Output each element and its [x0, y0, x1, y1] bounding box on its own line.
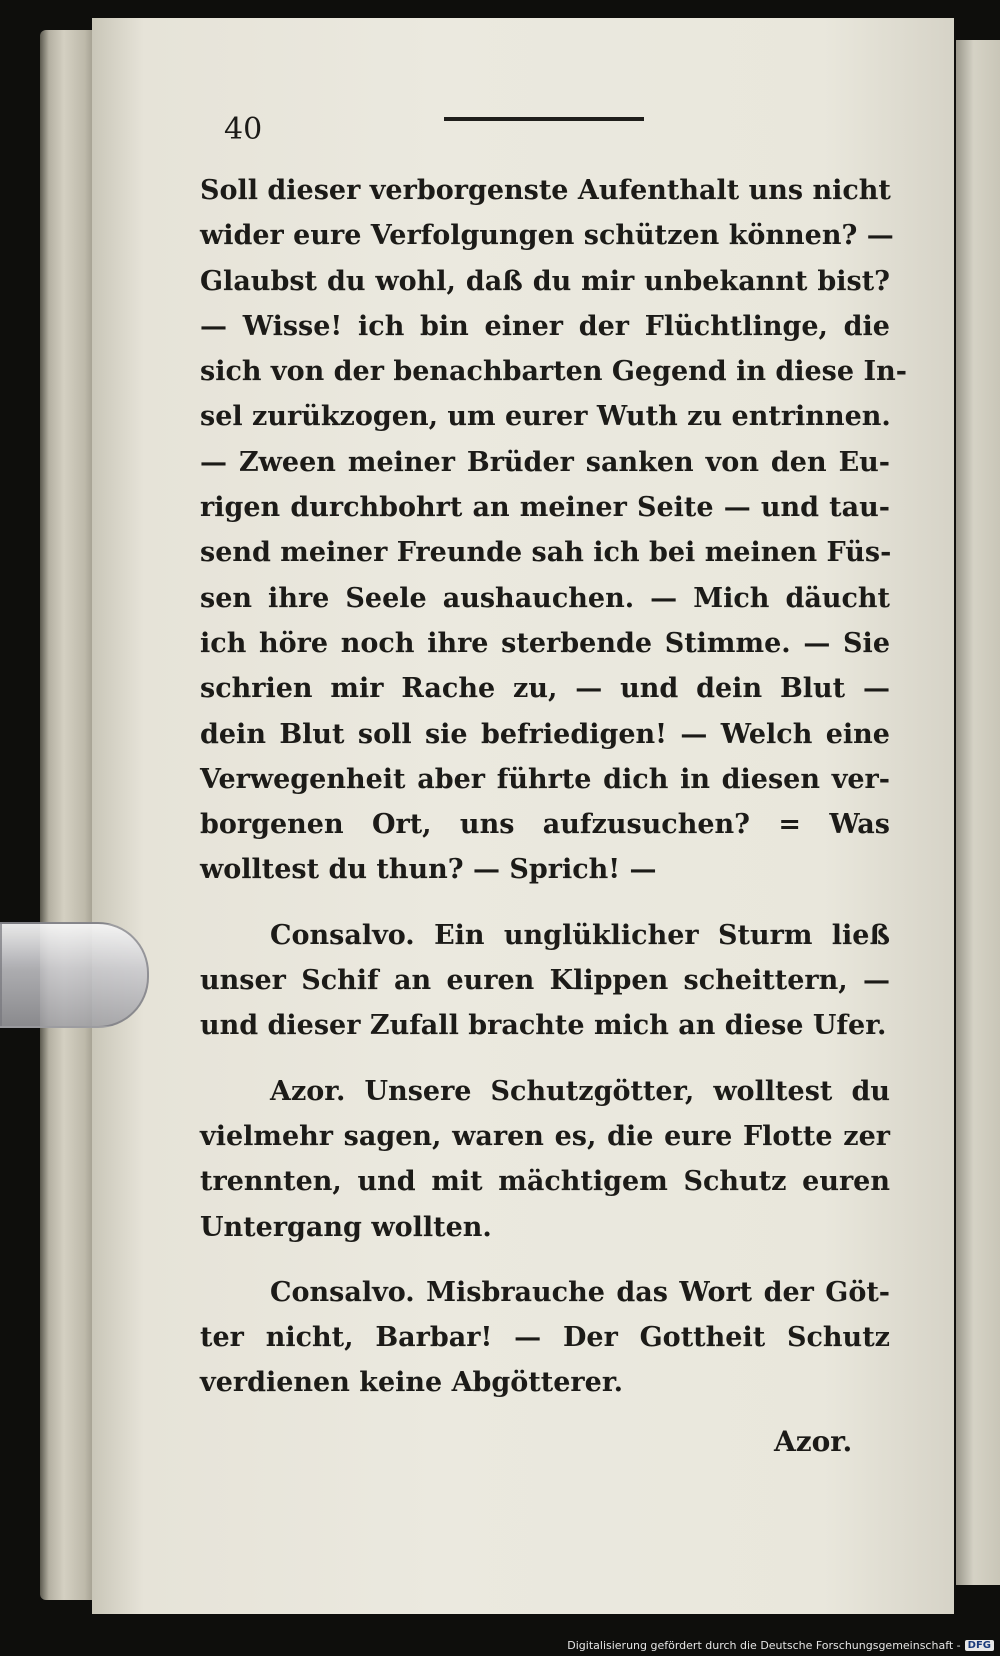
text-line: rigen durchbohrt an meiner Seite — und tau-	[200, 492, 890, 524]
text-line: Untergang wollten.	[200, 1211, 492, 1243]
digitization-footer	[567, 1639, 994, 1652]
text-line: und dieser Zufall brachte mich an diese Ufer.	[200, 1010, 887, 1042]
facing-page-edge	[956, 40, 1000, 1585]
text-line: wolltest du thun? — Sprich! —	[200, 854, 657, 886]
text-line: schrien mir Rache zu, — und dein Blut —	[200, 673, 890, 705]
header-rule	[444, 117, 644, 121]
dfg-logo: DFG	[965, 1640, 994, 1651]
speaker-line: Consalvo. Misbrauche das Wort der Göt-	[270, 1276, 890, 1308]
text-line: ter nicht, Barbar! — Der Gottheit Schutz	[200, 1322, 890, 1354]
page-text	[200, 168, 907, 1406]
speaker-line: Azor. Unsere Schutzgötter, wolltest du	[270, 1075, 890, 1107]
text-line: send meiner Freunde sah ich bei meinen Füs-	[200, 537, 892, 569]
text-line: unser Schif an euren Klippen scheittern, —	[200, 965, 890, 997]
text-line: vielmehr sagen, waren es, die eure Flotte zer	[200, 1120, 890, 1152]
text-line: wider eure Verfolgungen schützen können? —	[200, 220, 894, 252]
text-line: borgenen Ort, uns aufzusuchen? = Was	[200, 809, 890, 841]
text-line: dein Blut soll sie befriedigen! — Welch eine	[200, 718, 890, 750]
text-line: trennten, und mit mächtigem Schutz euren	[200, 1166, 890, 1198]
text-line: sen ihre Seele aushauchen. — Mich däucht	[200, 582, 890, 614]
text-line: sel zurükzogen, um eurer Wuth zu entrinnen.	[200, 401, 891, 433]
text-line: sich von der benachbarten Gegend in diese In-	[200, 356, 907, 388]
text-line: verdienen keine Abgötterer.	[200, 1367, 623, 1399]
text-line: — Zween meiner Brüder sanken von den Eu-	[200, 446, 890, 478]
book-page-edges	[40, 30, 100, 1600]
speaker-line: Consalvo. Ein unglüklicher Sturm ließ	[270, 919, 890, 951]
text-line: ich höre noch ihre sterbende Stimme. — Sie	[200, 627, 890, 659]
page-number: 40	[224, 112, 263, 147]
page-holder-clip	[0, 922, 149, 1028]
text-line: Soll dieser verborgenste Aufenthalt uns nicht	[200, 175, 891, 206]
text-line: Verwegenheit aber führte dich in diesen ver-	[200, 763, 890, 795]
text-line: — Wisse! ich bin einer der Flüchtlinge, die	[200, 310, 890, 342]
catchword: Azor.	[774, 1425, 853, 1458]
text-line: Glaubst du wohl, daß du mir unbekannt bist?	[200, 265, 890, 297]
footer-text: Digitalisierung gefördert durch die Deutsche Forschungsgemeinschaft -	[567, 1639, 961, 1652]
